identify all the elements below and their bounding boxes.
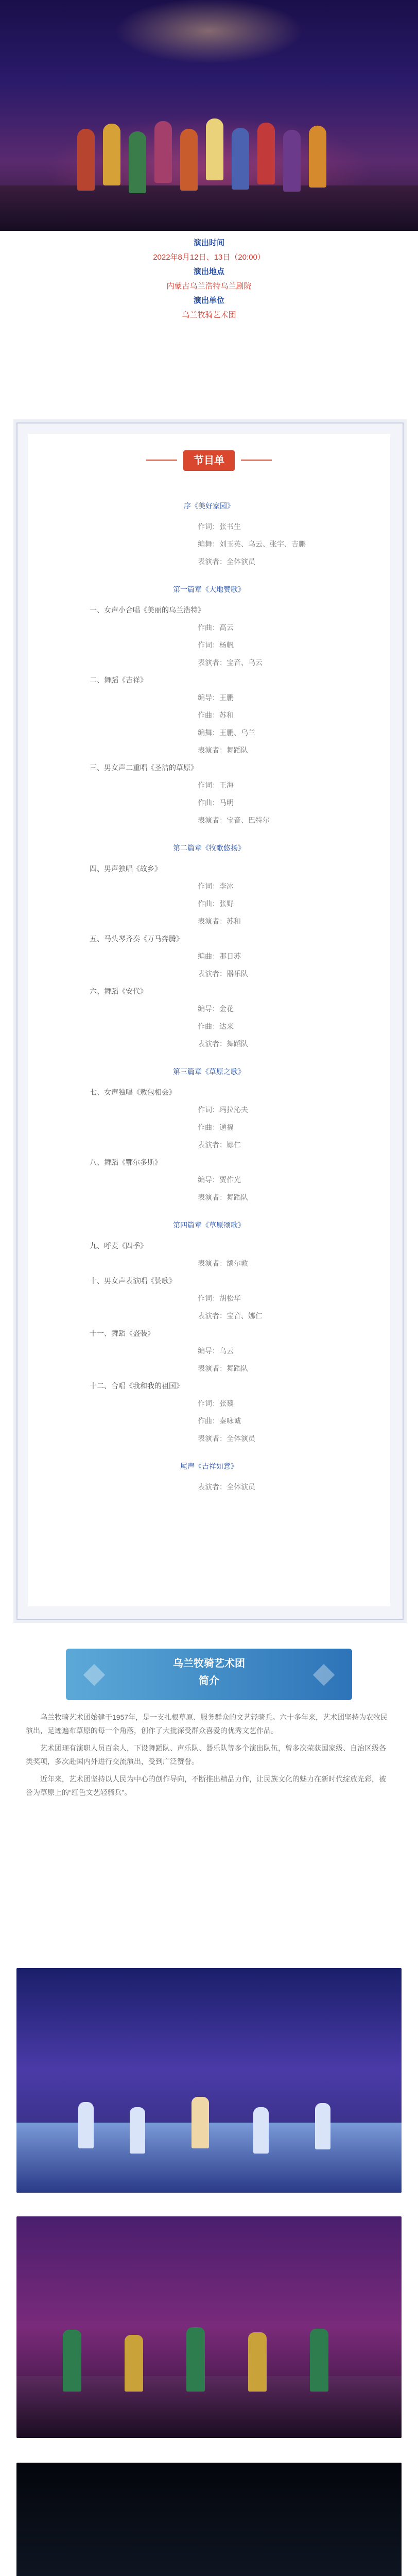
program-credit: 表演者：宝音、娜仁 [198,1312,263,1320]
program-credit: 作曲：达来 [198,1022,234,1030]
program-credit: 表演者：宝音、巴特尔 [198,816,270,824]
program-item: 十二、合唱《我和我的祖国》 [90,1382,183,1390]
stage-floor [0,185,418,231]
performer-figure [180,129,198,191]
unit-value: 乌兰牧骑艺术团 [182,311,236,319]
program-credit: 编导：乌云 [198,1347,234,1355]
time-label: 演出时间 [193,239,224,247]
program-credit: 编舞：王鹏、乌兰 [198,728,255,737]
program-item: 一、女声小合唱《美丽的乌兰浩特》 [90,606,205,614]
program-item: 七、女声独唱《敖包相会》 [90,1088,176,1096]
program-credit: 表演者：宝音、乌云 [198,658,263,667]
program-credit: 表演者：舞蹈队 [198,746,248,754]
program-credit: 作词：玛拉沁夫 [198,1106,248,1114]
program-item: 十、男女声表演唱《赞歌》 [90,1277,176,1285]
hero-stage-photo [0,0,418,231]
intro-title [123,1655,295,1694]
place-label: 演出地点 [193,267,224,276]
performer-figure [154,121,172,183]
program-section-heading: 第一篇章《大地赞歌》 [173,585,245,594]
program-credit: 表演者：娜仁 [198,1141,241,1149]
program-card-inner [28,434,390,1606]
program-section-heading: 序《美好家园》 [184,502,234,510]
program-credit: 表演者：全体演员 [198,1434,255,1443]
intro-text [26,1710,392,1943]
stage-photo [16,1968,402,2193]
program-credit: 作曲：通福 [198,1123,234,1131]
program-credit: 作曲：苏和 [198,711,234,719]
time-value: 2022年8月12日、13日（20:00） [153,253,265,262]
program-item: 五、马头琴齐奏《万马奔腾》 [90,935,183,943]
performer-figure [125,2335,143,2392]
program-credit: 作曲：马明 [198,799,234,807]
intro-title-line: 乌兰牧骑艺术团 [173,1658,245,1669]
program-credit: 作词：张书生 [198,522,241,531]
performer-figure [130,2107,145,2154]
program-section-heading: 尾声《吉祥如意》 [180,1462,238,1470]
performer-figure [310,2329,328,2392]
program-credit: 表演者：苏和 [198,917,241,925]
performer-figure [103,124,120,185]
intro-paragraph: 近年来，艺术团坚持以人民为中心的创作导向，不断推出精品力作，让民族文化的魅力在新时代绽放光彩，被誉为草原上的“红色文艺轻骑兵”。 [26,1775,386,1797]
program-credit: 作曲：张野 [198,900,234,908]
program-item: 九、呼麦《四季》 [90,1242,147,1250]
intro-title-line: 简介 [199,1675,219,1687]
program-title: 节目单 [183,450,235,471]
unit-label: 演出单位 [193,296,224,305]
stage-floor [16,2123,402,2193]
program-section-heading: 第四篇章《草原颂歌》 [173,1221,245,1229]
stage-photo [16,2463,402,2576]
program-item: 四、男声独唱《故乡》 [90,865,162,873]
program-credit: 表演者：舞蹈队 [198,1040,248,1048]
performer-figure [186,2327,205,2392]
program-item: 八、舞蹈《鄂尔多斯》 [90,1158,162,1166]
performer-figure [283,130,301,192]
performer-figure [257,123,275,184]
intro-paragraph: 乌兰牧骑艺术团始建于1957年，是一支扎根草原、服务群众的文艺轻骑兵。六十多年来，艺术团坚持为农牧民演出，足迹遍布草原的每一个角落，创作了大批深受群众喜爱的优秀文艺作品。 [26,1713,388,1735]
program-credit: 编导：王鹏 [198,693,234,702]
program-credit: 作词：胡松华 [198,1294,241,1302]
program-section-heading: 第二篇章《牧歌悠扬》 [173,844,245,852]
program-item: 三、男女声二重唱《圣洁的草原》 [90,764,198,772]
program-credit: 编曲：那日苏 [198,952,241,960]
program-credit: 作词：李冰 [198,882,234,890]
program-credit: 编导：金花 [198,1005,234,1013]
program-credit: 表演者：全体演员 [198,1483,255,1491]
program-credit: 表演者：舞蹈队 [198,1364,248,1372]
performer-figure [309,126,326,188]
program-credit: 作曲：高云 [198,623,234,632]
performer-figure [206,118,223,180]
diamond-icon [83,1664,105,1686]
program-item: 六、舞蹈《安代》 [90,987,147,995]
program-card [16,422,404,1620]
program-item: 二、舞蹈《吉祥》 [90,676,147,684]
program-credit: 表演者：舞蹈队 [198,1193,248,1201]
place-value: 内蒙古乌兰浩特乌兰剧院 [166,282,252,291]
performer-figure [78,2102,94,2148]
program-credit: 表演者：额尔敦 [198,1259,248,1267]
program-credit: 表演者：全体演员 [198,557,255,566]
diamond-icon [313,1664,335,1686]
performer-figure [315,2103,330,2149]
program-section-heading: 第三篇章《草原之歌》 [173,1067,245,1076]
performer-figure [248,2332,267,2392]
program-credit: 作词：张藜 [198,1399,234,1408]
stage-photo [16,2216,402,2438]
program-credit: 表演者：器乐队 [198,970,248,978]
performer-figure [232,128,249,190]
performer-figure [129,131,146,193]
performer-figure [63,2330,81,2392]
program-item: 十一、舞蹈《盛装》 [90,1329,154,1337]
program-credit: 作词：杨帆 [198,641,234,649]
performer-figure [253,2107,269,2154]
performer-figure [77,129,95,191]
performer-figure [191,2097,209,2148]
program-credit: 编导：贾作光 [198,1176,241,1184]
intro-banner [66,1649,352,1700]
intro-paragraph: 艺术团现有演职人员百余人，下设舞蹈队、声乐队、器乐队等多个演出队伍，曾多次荣获国家级、自治区级各类奖项，多次赴国内外进行交流演出，受到广泛赞誉。 [26,1744,386,1766]
program-credit: 编舞：刘玉英、乌云、张宇、吉鹏 [198,540,306,548]
program-credit: 作词：王海 [198,781,234,789]
performance-info [0,236,418,323]
program-credit: 作曲：秦咏诚 [198,1417,241,1425]
